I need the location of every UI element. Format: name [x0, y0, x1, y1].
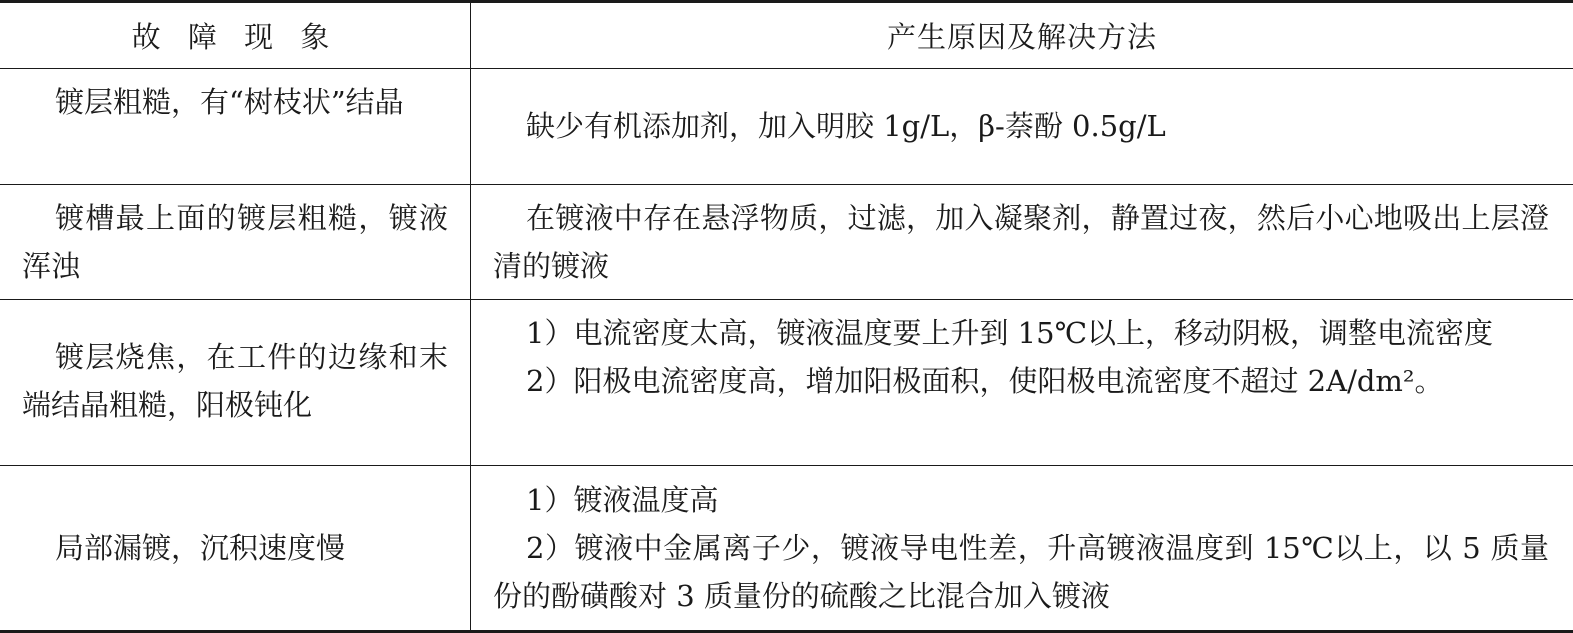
- table-row: [0, 185, 1573, 300]
- cause-item: 1）镀液温度高: [526, 483, 719, 517]
- table-header-row: [0, 3, 1573, 69]
- cause-cell: [471, 185, 1573, 299]
- symptom-cell: [0, 466, 471, 633]
- symptom-text: 局部漏镀，沉积速度慢: [55, 531, 346, 565]
- table-row: [0, 466, 1573, 633]
- header-cell-symptom: [0, 3, 471, 68]
- symptom-text: 镀层烧焦，在工件的边缘和末端结晶粗糙，阳极钝化: [22, 340, 448, 422]
- cause-item: 2）镀液中金属离子少，镀液导电性差，升高镀液温度到 15℃以上，以 5 质量份的酚磺酸对 3 质量份的硫酸之比混合加入镀液: [493, 531, 1549, 613]
- cause-list: [493, 309, 1549, 405]
- table-row: [0, 69, 1573, 185]
- symptom-text: 镀层粗糙，有“树枝状”结晶: [55, 85, 404, 119]
- cause-cell: [471, 466, 1573, 633]
- table-row: [0, 300, 1573, 466]
- header-symptom-label: 故 障 现 象: [131, 20, 339, 54]
- cause-cell: [471, 69, 1573, 184]
- symptom-text: 镀槽最上面的镀层粗糙，镀液浑浊: [22, 201, 448, 283]
- symptom-cell: [0, 300, 471, 465]
- symptom-cell: [0, 185, 471, 299]
- cause-cell: [471, 300, 1573, 465]
- symptom-cell: [0, 69, 471, 184]
- cause-text: 在镀液中存在悬浮物质，过滤，加入凝聚剂，静置过夜，然后小心地吸出上层澄清的镀液: [493, 201, 1549, 283]
- cause-item: 2）阳极电流密度高，增加阳极面积，使阳极电流密度不超过 2A/dm²。: [526, 364, 1444, 398]
- cause-item: 1）电流密度太高，镀液温度要上升到 15℃以上，移动阴极，调整电流密度: [526, 316, 1494, 350]
- header-cell-cause: [471, 3, 1573, 68]
- header-cause-label: 产生原因及解决方法: [886, 20, 1157, 54]
- cause-list: [493, 476, 1549, 620]
- cause-text: 缺少有机添加剂，加入明胶 1g/L，β-萘酚 0.5g/L: [526, 109, 1166, 143]
